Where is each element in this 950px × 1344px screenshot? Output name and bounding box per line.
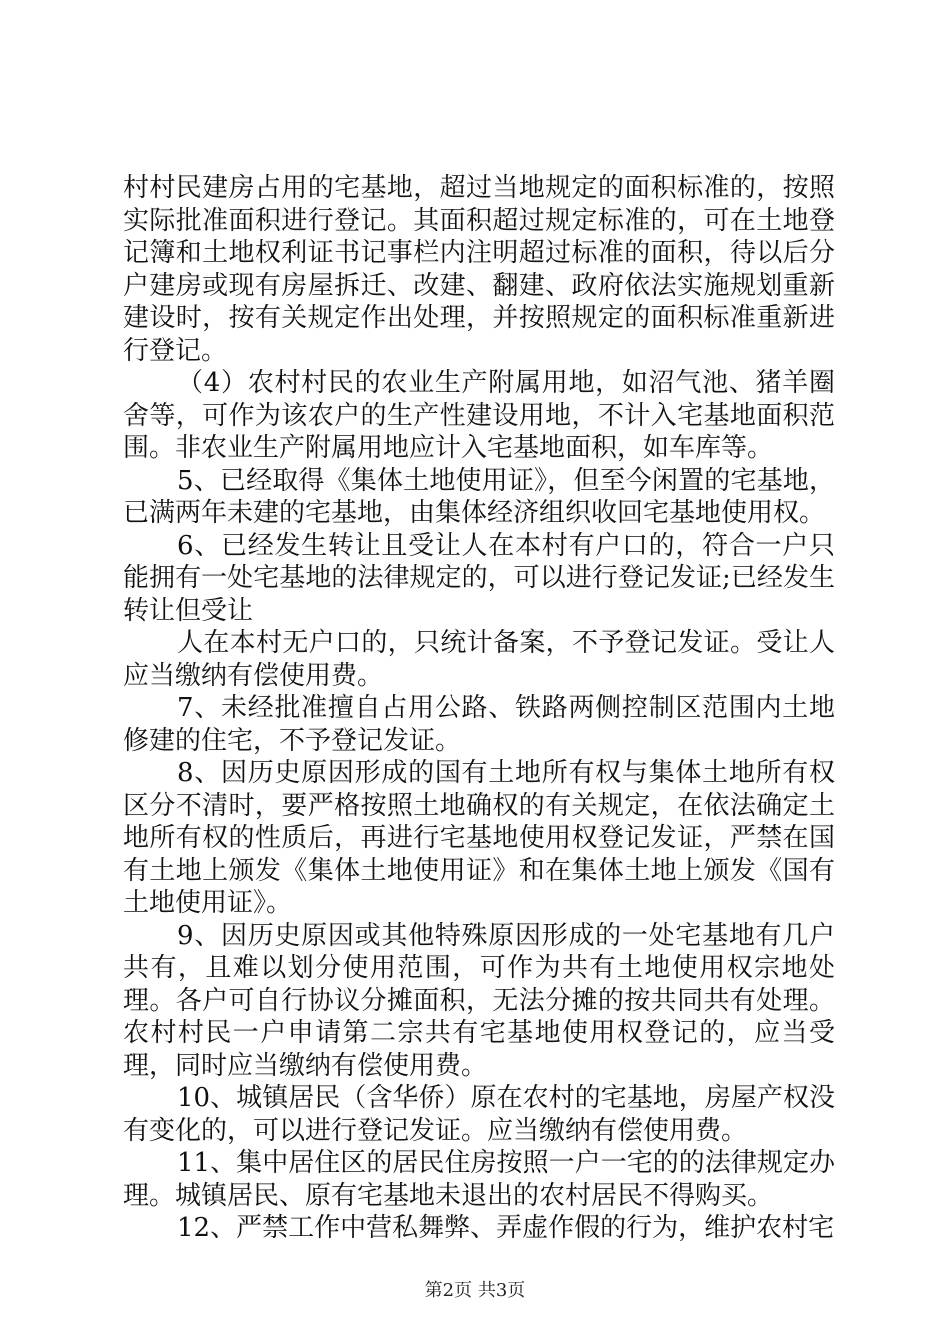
paragraph-2: （4）农村村民的农业生产附属用地，如沼气池、猪羊圈舍等，可作为该农户的生产性建设用地，不计入宅基地面积范围。非农业生产附属用地应计入宅基地面积，如车库等。 [123, 368, 835, 463]
paragraph-8: 9、因历史原因或其他特殊原因形成的一处宅基地有几户共有，且难以划分使用范围，可作为共有土地使用权宗地处理。各户可自行协议分摊面积，无法分摊的按共同共有处理。农村村民一户申请第二宗共有宅基地使用权登记的，应当受理，同时应当缴纳有偿使用费。 [123, 920, 835, 1081]
paragraph-6: 7、未经批准擅自占用公路、铁路两侧控制区范围内土地修建的住宅，不予登记发证。 [123, 693, 835, 756]
page-number-footer: 第2页 共3页 [424, 1280, 526, 1301]
paragraph-5: 人在本村无户口的，只统计备案，不予登记发证。受让人应当缴纳有偿使用费。 [123, 628, 835, 691]
paragraph-7: 8、因历史原因形成的国有土地所有权与集体土地所有权区分不清时，要严格按照土地确权的有关规定，在依法确定土地所有权的性质后，再进行宅基地使用权登记发证，严禁在国有土地上颁发《集体土地使用证》和在集体土地上颁发《国有土地使用证》。 [123, 758, 835, 918]
paragraph-4: 6、已经发生转让且受让人在本村有户口的，符合一户只能拥有一处宅基地的法律规定的，可以进行登记发证;已经发生转让但受让 [123, 530, 835, 626]
paragraph-11: 12、严禁工作中营私舞弊、弄虚作假的行为，维护农村宅 [177, 1213, 835, 1243]
paragraph-9: 10、城镇居民（含华侨）原在农村的宅基地，房屋产权没有变化的，可以进行登记发证。应当缴纳有偿使用费。 [123, 1083, 835, 1146]
paragraph-3: 5、已经取得《集体土地使用证》，但至今闲置的宅基地，已满两年未建的宅基地，由集体经济组织收回宅基地使用权。 [123, 465, 835, 528]
paragraph-10: 11、集中居住区的居民住房按照一户一宅的的法律规定办理。城镇居民、原有宅基地未退出的农村居民不得购买。 [123, 1148, 835, 1211]
document-body [123, 172, 835, 1245]
paragraph-1: 村村民建房占用的宅基地，超过当地规定的面积标准的，按照实际批准面积进行登记。其面积超过规定标准的，可在土地登记簿和土地权利证书记事栏内注明超过标准的面积，待以后分户建房或现有房屋拆迁、改建、翻建、政府依法实施规划重新建设时，按有关规定作出处理，并按照规定的面积标准重新进行登记。 [123, 173, 835, 366]
